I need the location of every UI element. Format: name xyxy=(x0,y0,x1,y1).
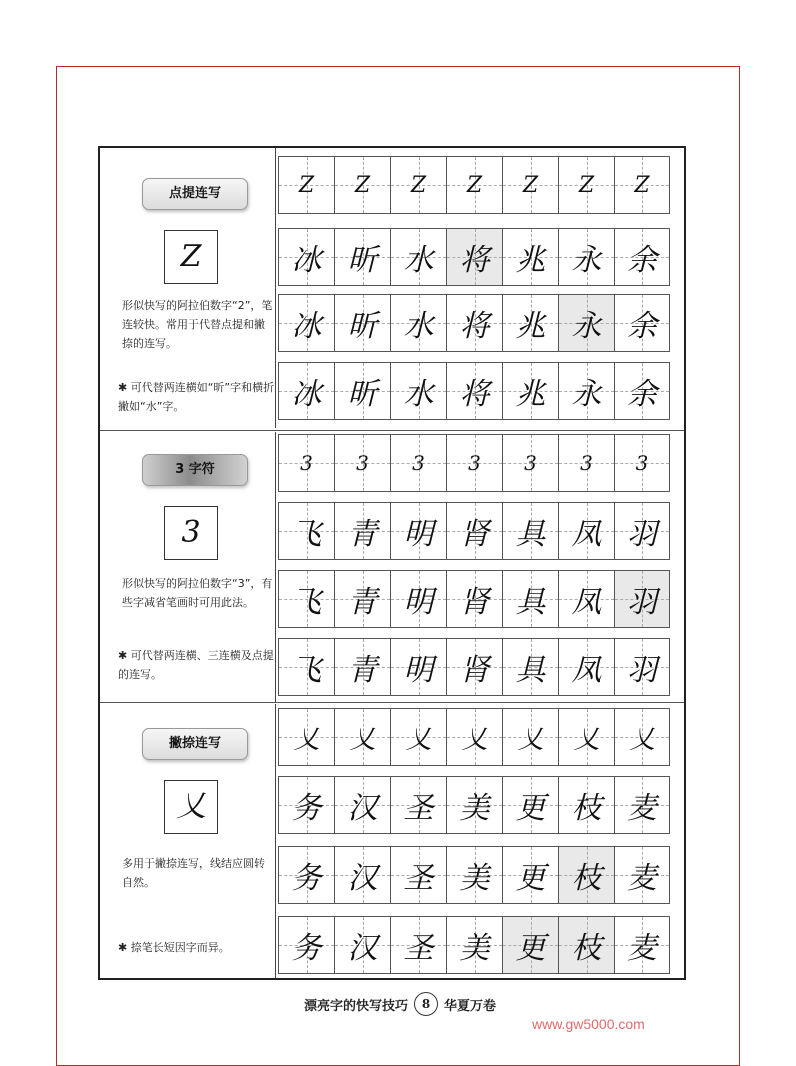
grid-cell: 水 xyxy=(390,294,446,352)
sample-stroke: 3 xyxy=(164,506,218,560)
grid-cell: 兆 xyxy=(502,294,558,352)
grid-cell: 务 xyxy=(278,776,334,834)
grid-cell: 余 xyxy=(614,228,670,286)
grid-cell: 3 xyxy=(502,434,558,492)
grid-cell: 乂 xyxy=(334,708,390,766)
character-row xyxy=(278,362,678,420)
grid-cell: 具 xyxy=(502,570,558,628)
grid-cell: 务 xyxy=(278,846,334,904)
grid-cell: Z xyxy=(390,156,446,214)
grid-cell: 务 xyxy=(278,916,334,974)
section-title: 3 字符 xyxy=(142,454,248,486)
grid-cell: 乂 xyxy=(390,708,446,766)
grid-cell: 3 xyxy=(614,434,670,492)
grid-cell: 青 xyxy=(334,638,390,696)
grid-cell: 更 xyxy=(502,846,558,904)
grid-cell: 永 xyxy=(558,228,614,286)
character-row xyxy=(278,846,678,904)
grid-cell: 汉 xyxy=(334,846,390,904)
grid-cell: 具 xyxy=(502,502,558,560)
grid-cell: 肾 xyxy=(446,570,502,628)
grid-cell: 3 xyxy=(446,434,502,492)
grid-cell: 飞 xyxy=(278,502,334,560)
grid-cell: 水 xyxy=(390,228,446,286)
grid-cell: 凤 xyxy=(558,502,614,560)
section-info-panel xyxy=(100,148,276,428)
section-divider xyxy=(100,702,684,703)
grid-cell: 明 xyxy=(390,502,446,560)
character-row xyxy=(278,776,678,834)
grid-cell: 冰 xyxy=(278,294,334,352)
grid-cell: 麦 xyxy=(614,846,670,904)
character-row xyxy=(278,294,678,352)
grid-cell: 飞 xyxy=(278,570,334,628)
grid-cell: 明 xyxy=(390,638,446,696)
section-title: 点提连写 xyxy=(142,178,248,210)
grid-cell: 3 xyxy=(558,434,614,492)
section-description: 多用于撇捺连写，线结应圆转自然。 xyxy=(122,857,265,889)
grid-cell: Z xyxy=(558,156,614,214)
practice-table xyxy=(98,146,686,980)
grid-cell: Z xyxy=(278,156,334,214)
character-row xyxy=(278,638,678,696)
grid-cell: 乂 xyxy=(558,708,614,766)
grid-cell: 羽 xyxy=(614,570,670,628)
grid-cell: Z xyxy=(334,156,390,214)
section-divider xyxy=(100,430,684,431)
grid-cell: 水 xyxy=(390,362,446,420)
page-footer xyxy=(240,988,560,1020)
character-row xyxy=(278,228,678,286)
grid-cell: 3 xyxy=(390,434,446,492)
symbol-row xyxy=(278,434,678,492)
grid-cell: 3 xyxy=(278,434,334,492)
grid-cell: 将 xyxy=(446,294,502,352)
grid-cell: 兆 xyxy=(502,228,558,286)
grid-cell: 冰 xyxy=(278,228,334,286)
grid-cell: 汉 xyxy=(334,776,390,834)
book-title: 漂亮字的快写技巧 xyxy=(303,998,408,1014)
grid-cell: 余 xyxy=(614,294,670,352)
grid-cell: 昕 xyxy=(334,362,390,420)
section-description: 形似快写的阿拉伯数字“2”，笔连较快。常用于代替点提和撇捺的连写。 xyxy=(122,299,273,350)
grid-cell: 明 xyxy=(390,570,446,628)
section-dot-lift xyxy=(100,148,684,428)
grid-cell: 肾 xyxy=(446,638,502,696)
page-number: 8 xyxy=(414,992,438,1016)
grid-cell: 将 xyxy=(446,228,502,286)
grid-cell: 青 xyxy=(334,502,390,560)
sample-stroke: 乂 xyxy=(164,780,218,834)
grid-cell: Z xyxy=(502,156,558,214)
grid-cell: 将 xyxy=(446,362,502,420)
character-row xyxy=(278,916,678,974)
grid-cell: 圣 xyxy=(390,776,446,834)
grid-cell: 麦 xyxy=(614,916,670,974)
watermark-url: www.gw5000.com xyxy=(532,1016,645,1032)
grid-cell: 永 xyxy=(558,294,614,352)
sample-stroke: Z xyxy=(164,230,218,284)
grid-cell: 昕 xyxy=(334,228,390,286)
grid-cell: 圣 xyxy=(390,916,446,974)
grid-cell: 青 xyxy=(334,570,390,628)
grid-cell: 更 xyxy=(502,916,558,974)
grid-cell: 兆 xyxy=(502,362,558,420)
section-note: ✱ 可代替两连横如“昕”字和横折撇如“水”字。 xyxy=(118,381,275,413)
grid-cell: 汉 xyxy=(334,916,390,974)
grid-cell: 圣 xyxy=(390,846,446,904)
grid-cell: Z xyxy=(614,156,670,214)
grid-cell: 乂 xyxy=(278,708,334,766)
section-note: ✱ 捺笔长短因字而异。 xyxy=(118,941,230,954)
grid-cell: 肾 xyxy=(446,502,502,560)
grid-cell: 乂 xyxy=(502,708,558,766)
section-info-panel xyxy=(100,432,276,702)
publisher-name: 华夏万卷 xyxy=(444,998,497,1014)
grid-cell: 余 xyxy=(614,362,670,420)
grid-cell: 枝 xyxy=(558,846,614,904)
grid-cell: 枝 xyxy=(558,916,614,974)
grid-cell: 美 xyxy=(446,776,502,834)
grid-cell: 冰 xyxy=(278,362,334,420)
symbol-row xyxy=(278,708,678,766)
character-row xyxy=(278,570,678,628)
grid-cell: 永 xyxy=(558,362,614,420)
grid-cell: 3 xyxy=(334,434,390,492)
grid-cell: 乂 xyxy=(446,708,502,766)
grid-cell: 麦 xyxy=(614,776,670,834)
section-left-right-falling xyxy=(100,704,684,978)
grid-cell: 乂 xyxy=(614,708,670,766)
grid-cell: 凤 xyxy=(558,638,614,696)
section-title: 撇捺连写 xyxy=(142,728,248,760)
symbol-row xyxy=(278,156,678,214)
grid-cell: 更 xyxy=(502,776,558,834)
section-description: 形似快写的阿拉伯数字“3”，有些字减省笔画时可用此法。 xyxy=(122,577,273,609)
grid-cell: Z xyxy=(446,156,502,214)
section-info-panel xyxy=(100,704,276,978)
grid-cell: 羽 xyxy=(614,502,670,560)
section-note: ✱ 可代替两连横、三连横及点提的连写。 xyxy=(118,649,274,681)
grid-cell: 飞 xyxy=(278,638,334,696)
grid-cell: 凤 xyxy=(558,570,614,628)
grid-cell: 具 xyxy=(502,638,558,696)
section-3-symbol xyxy=(100,432,684,702)
grid-cell: 羽 xyxy=(614,638,670,696)
grid-cell: 美 xyxy=(446,916,502,974)
grid-cell: 昕 xyxy=(334,294,390,352)
character-row xyxy=(278,502,678,560)
grid-cell: 美 xyxy=(446,846,502,904)
grid-cell: 枝 xyxy=(558,776,614,834)
